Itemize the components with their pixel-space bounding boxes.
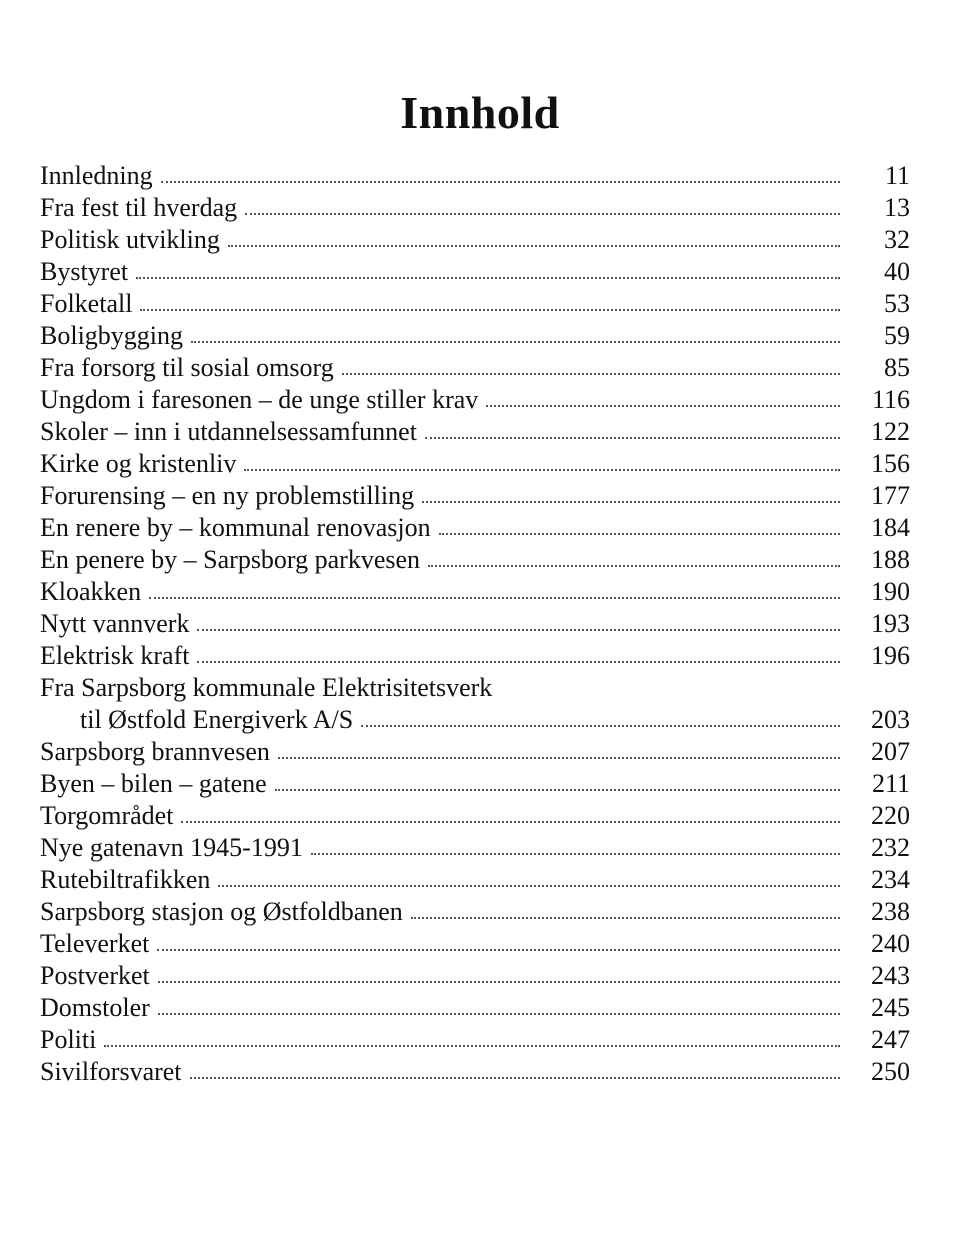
- toc-entry: [40, 544, 910, 576]
- toc-entry-title: Torgområdet: [40, 801, 174, 830]
- toc-entry: [40, 320, 910, 352]
- toc-entry: [40, 288, 910, 320]
- dot-leader: [158, 1013, 840, 1015]
- toc-entry-title: Rutebiltrafikken: [40, 865, 211, 894]
- toc-entry: [40, 512, 910, 544]
- toc-entry: [40, 672, 910, 704]
- dot-leader: [158, 981, 840, 983]
- toc-entry-title: Fra Sarpsborg kommunale Elektrisitetsverk: [40, 673, 493, 702]
- dot-leader: [157, 949, 840, 951]
- dot-leader: [311, 853, 840, 855]
- toc-entry: [40, 1056, 910, 1088]
- toc-entry-page: 40: [884, 257, 910, 286]
- toc-entry-title: Domstoler: [40, 993, 150, 1022]
- toc-entry-page: 207: [871, 737, 910, 766]
- dot-leader: [439, 533, 840, 535]
- dot-leader: [228, 245, 840, 247]
- toc-entry: [40, 576, 910, 608]
- toc-entry-page: 116: [871, 385, 910, 414]
- toc-entry-page: 13: [884, 193, 910, 222]
- toc-entry-page: 238: [871, 897, 910, 926]
- toc-entry-page: 122: [871, 417, 910, 446]
- toc-entry: [40, 992, 910, 1024]
- toc-entry-title: Sarpsborg stasjon og Østfoldbanen: [40, 897, 403, 926]
- dot-leader: [149, 597, 840, 599]
- toc-entry: [40, 192, 910, 224]
- dot-leader: [218, 885, 840, 887]
- toc-entry-page: 234: [871, 865, 910, 894]
- toc-entry-title: Politisk utvikling: [40, 225, 220, 254]
- toc-entry-title: Boligbygging: [40, 321, 184, 350]
- dot-leader: [190, 1077, 840, 1079]
- toc-entry: [40, 1024, 910, 1056]
- toc-entry: [40, 832, 910, 864]
- toc-entry: [40, 864, 910, 896]
- dot-leader: [486, 405, 840, 407]
- toc-entry: [40, 736, 910, 768]
- dot-leader: [181, 821, 840, 823]
- dot-leader: [275, 789, 840, 791]
- toc-entry-page: 59: [884, 321, 910, 350]
- dot-leader: [191, 341, 840, 343]
- toc-entry: [40, 608, 910, 640]
- toc-entry-page: 245: [871, 993, 910, 1022]
- toc-entry-title: Folketall: [40, 289, 133, 318]
- toc-entry-title: Fra forsorg til sosial omsorg: [40, 353, 334, 382]
- toc-entry-page: 247: [871, 1025, 910, 1054]
- toc-entry-title: Politi: [40, 1025, 97, 1054]
- toc-entry-title: En penere by – Sarpsborg parkvesen: [40, 545, 421, 574]
- toc-entry: [40, 448, 910, 480]
- toc-entry-page: 177: [871, 481, 910, 510]
- toc-entry-page: 250: [871, 1057, 910, 1086]
- toc-entry-page: 232: [871, 833, 910, 862]
- toc-entry: [40, 480, 910, 512]
- toc-entry-title: Kloakken: [40, 577, 142, 606]
- dot-leader: [104, 1045, 840, 1047]
- table-of-contents: [40, 160, 910, 1088]
- dot-leader: [361, 725, 840, 727]
- dot-leader: [197, 629, 840, 631]
- toc-entry: [40, 896, 910, 928]
- dot-leader: [244, 469, 840, 471]
- toc-entry-title: Ungdom i faresonen – de unge stiller krav: [40, 385, 479, 414]
- toc-entry: [40, 416, 910, 448]
- dot-leader: [197, 661, 840, 663]
- toc-entry-page: 196: [871, 641, 910, 670]
- toc-entry-title: Televerket: [40, 929, 150, 958]
- toc-entry-title: Nye gatenavn 1945-1991: [40, 833, 303, 862]
- toc-entry-page: 240: [871, 929, 910, 958]
- toc-entry: [40, 640, 910, 672]
- toc-entry-title: Nytt vannverk: [40, 609, 190, 638]
- dot-leader: [278, 757, 840, 759]
- dot-leader: [428, 565, 840, 567]
- toc-entry: [40, 768, 910, 800]
- toc-entry: [40, 384, 910, 416]
- toc-entry-title: Elektrisk kraft: [40, 641, 190, 670]
- dot-leader: [245, 213, 840, 215]
- toc-entry-title: En renere by – kommunal renovasjon: [40, 513, 431, 542]
- dot-leader: [161, 181, 840, 183]
- toc-entry-page: 156: [871, 449, 910, 478]
- dot-leader: [136, 277, 840, 279]
- toc-entry-title: Fra fest til hverdag: [40, 193, 238, 222]
- toc-entry-page: 11: [884, 161, 910, 190]
- toc-entry-title: Postverket: [40, 961, 150, 990]
- toc-entry-title: Skoler – inn i utdannelsessamfunnet: [40, 417, 417, 446]
- toc-entry-page: 211: [871, 769, 910, 798]
- toc-entry: [40, 704, 910, 736]
- toc-entry-page: 190: [871, 577, 910, 606]
- toc-entry-page: 203: [871, 705, 910, 734]
- toc-entry: [40, 800, 910, 832]
- toc-entry: [40, 960, 910, 992]
- toc-entry-title: til Østfold Energiverk A/S: [80, 705, 354, 734]
- toc-entry-page: 85: [884, 353, 910, 382]
- dot-leader: [425, 437, 840, 439]
- toc-entry: [40, 352, 910, 384]
- toc-entry-page: 53: [884, 289, 910, 318]
- toc-entry-page: 32: [884, 225, 910, 254]
- dot-leader: [411, 917, 840, 919]
- toc-entry-page: 188: [871, 545, 910, 574]
- toc-entry-title: Sarpsborg brannvesen: [40, 737, 270, 766]
- page-title: Innhold: [400, 86, 560, 138]
- toc-entry-page: 193: [871, 609, 910, 638]
- toc-entry-title: Bystyret: [40, 257, 129, 286]
- toc-entry: [40, 256, 910, 288]
- toc-entry-title: Byen – bilen – gatene: [40, 769, 267, 798]
- toc-entry-title: Forurensing – en ny problemstilling: [40, 481, 415, 510]
- toc-entry: [40, 160, 910, 192]
- toc-entry-page: 184: [871, 513, 910, 542]
- toc-entry-title: Kirke og kristenliv: [40, 449, 237, 478]
- toc-entry-title: Sivilforsvaret: [40, 1057, 182, 1086]
- dot-leader: [342, 373, 840, 375]
- toc-entry-page: 243: [871, 961, 910, 990]
- toc-entry-page: 220: [871, 801, 910, 830]
- toc-entry-title: Innledning: [40, 161, 153, 190]
- dot-leader: [422, 501, 840, 503]
- toc-entry: [40, 224, 910, 256]
- toc-entry: [40, 928, 910, 960]
- dot-leader: [140, 309, 840, 311]
